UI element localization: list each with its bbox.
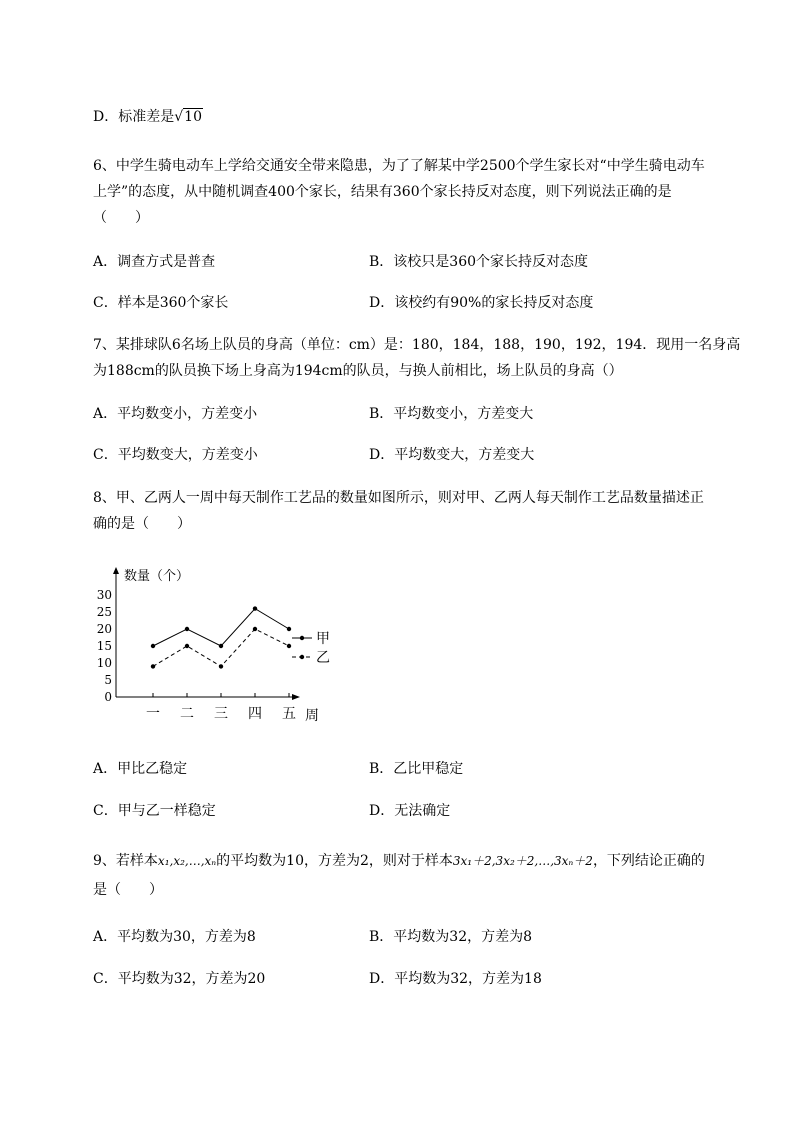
q7-option-c[interactable]: C．平均数变大，方差变小 (93, 447, 258, 463)
data-point-1-4 (287, 644, 291, 648)
q8-option-d[interactable]: D．无法确定 (369, 803, 451, 819)
q7-option-b[interactable]: B．平均数变小，方差变大 (369, 406, 534, 422)
q8-stem-line1: 8、甲、乙两人一周中每天制作工艺品的数量如图所示，则对甲、乙两人每天制作工艺品数量描述正 (93, 490, 704, 506)
data-point-1-3 (253, 627, 257, 631)
data-point-1-2 (219, 664, 223, 668)
q8-option-a[interactable]: A．甲比乙稳定 (93, 761, 188, 777)
legend-marker-1 (300, 655, 304, 659)
y-tick-label: 15 (96, 639, 112, 653)
q9-sample1: x₁,x₂,…,xₙ (157, 854, 217, 868)
data-point-1-0 (151, 664, 155, 668)
q8-line-chart (96, 560, 336, 730)
q9-option-b[interactable]: B．平均数为32，方差为8 (369, 929, 533, 945)
data-point-1-1 (185, 644, 189, 648)
x-tick-label: 五 (282, 706, 296, 722)
q9-stem-mid: 的平均数为10，方差为2，则对于样本 (216, 853, 453, 869)
y-tick-label: 5 (104, 673, 112, 687)
q7-option-d[interactable]: D．平均数变大，方差变大 (369, 447, 535, 463)
x-tick-label: 一 (146, 706, 160, 722)
data-point-0-3 (253, 606, 257, 610)
x-axis-label: 周 (305, 708, 319, 724)
legend-label-0: 甲 (316, 631, 330, 647)
data-point-0-0 (151, 644, 155, 648)
y-axis-arrow (113, 567, 119, 574)
q6-stem-line3: （ ） (93, 210, 149, 226)
y-tick-label: 0 (104, 690, 112, 704)
q9-option-c[interactable]: C．平均数为32，方差为20 (93, 971, 266, 987)
x-tick-label: 二 (180, 706, 194, 722)
data-point-0-4 (287, 627, 291, 631)
q9-stem-prefix: 9、若样本 (93, 853, 158, 869)
q6-stem-line2: 上学”的态度，从中随机调查400个家长，结果有360个家长持反对态度，则下列说法正确的是 (93, 184, 672, 200)
q6-option-c[interactable]: C．样本是360个家长 (93, 295, 229, 311)
q8-stem-line2: 确的是（ ） (93, 516, 191, 532)
y-tick-label: 30 (96, 588, 112, 602)
y-tick-label: 10 (96, 656, 112, 670)
q9-stem-suffix: ，下列结论正确的 (592, 853, 705, 869)
y-axis-label: 数量（个） (124, 569, 190, 584)
x-axis-arrow (292, 694, 300, 700)
q9-stem-line2: 是（ ） (93, 882, 163, 898)
q6-option-b[interactable]: B．该校只是360个家长持反对态度 (369, 254, 589, 270)
legend-marker-0 (300, 636, 304, 640)
y-tick-label: 20 (96, 622, 112, 636)
q6-option-a[interactable]: A．调查方式是普查 (93, 254, 216, 270)
data-point-0-1 (185, 627, 189, 631)
q7-stem-line1: 7、某排球队6名场上队员的身高（单位：cm）是：180，184，188，190，192，194．现用一名身高 (93, 337, 741, 353)
q6-option-d[interactable]: D．该校约有90%的家长持反对态度 (369, 295, 594, 311)
q8-option-c[interactable]: C．甲与乙一样稳定 (93, 803, 216, 819)
series-line-0 (153, 609, 289, 646)
q8-option-b[interactable]: B．乙比甲稳定 (369, 761, 464, 777)
prev-option-d-label: D．标准差是 (93, 109, 175, 125)
q7-stem-line2: 为188cm的队员换下场上身高为194cm的队员，与换人前相比，场上队员的身高（） (93, 363, 623, 379)
data-point-0-2 (219, 644, 223, 648)
q9-sample2: 3x₁＋2,3x₂＋2,…,3xₙ＋2 (452, 854, 593, 868)
q9-stem-line1 (93, 851, 705, 871)
x-tick-label: 三 (214, 706, 228, 722)
prev-option-d (93, 107, 203, 127)
legend-label-1: 乙 (316, 650, 330, 666)
radicand: 10 (184, 109, 202, 125)
q9-option-a[interactable]: A．平均数为30，方差为8 (93, 929, 256, 945)
q9-option-d[interactable]: D．平均数为32，方差为18 (369, 971, 542, 987)
x-tick-label: 四 (248, 706, 262, 722)
y-tick-label: 25 (96, 605, 112, 619)
radical-sign: √ (174, 109, 184, 125)
q7-option-a[interactable]: A．平均数变小，方差变小 (93, 406, 258, 422)
q6-stem-line1: 6、中学生骑电动车上学给交通安全带来隐患，为了了解某中学2500个学生家长对“中学生骑电动车 (93, 158, 705, 174)
